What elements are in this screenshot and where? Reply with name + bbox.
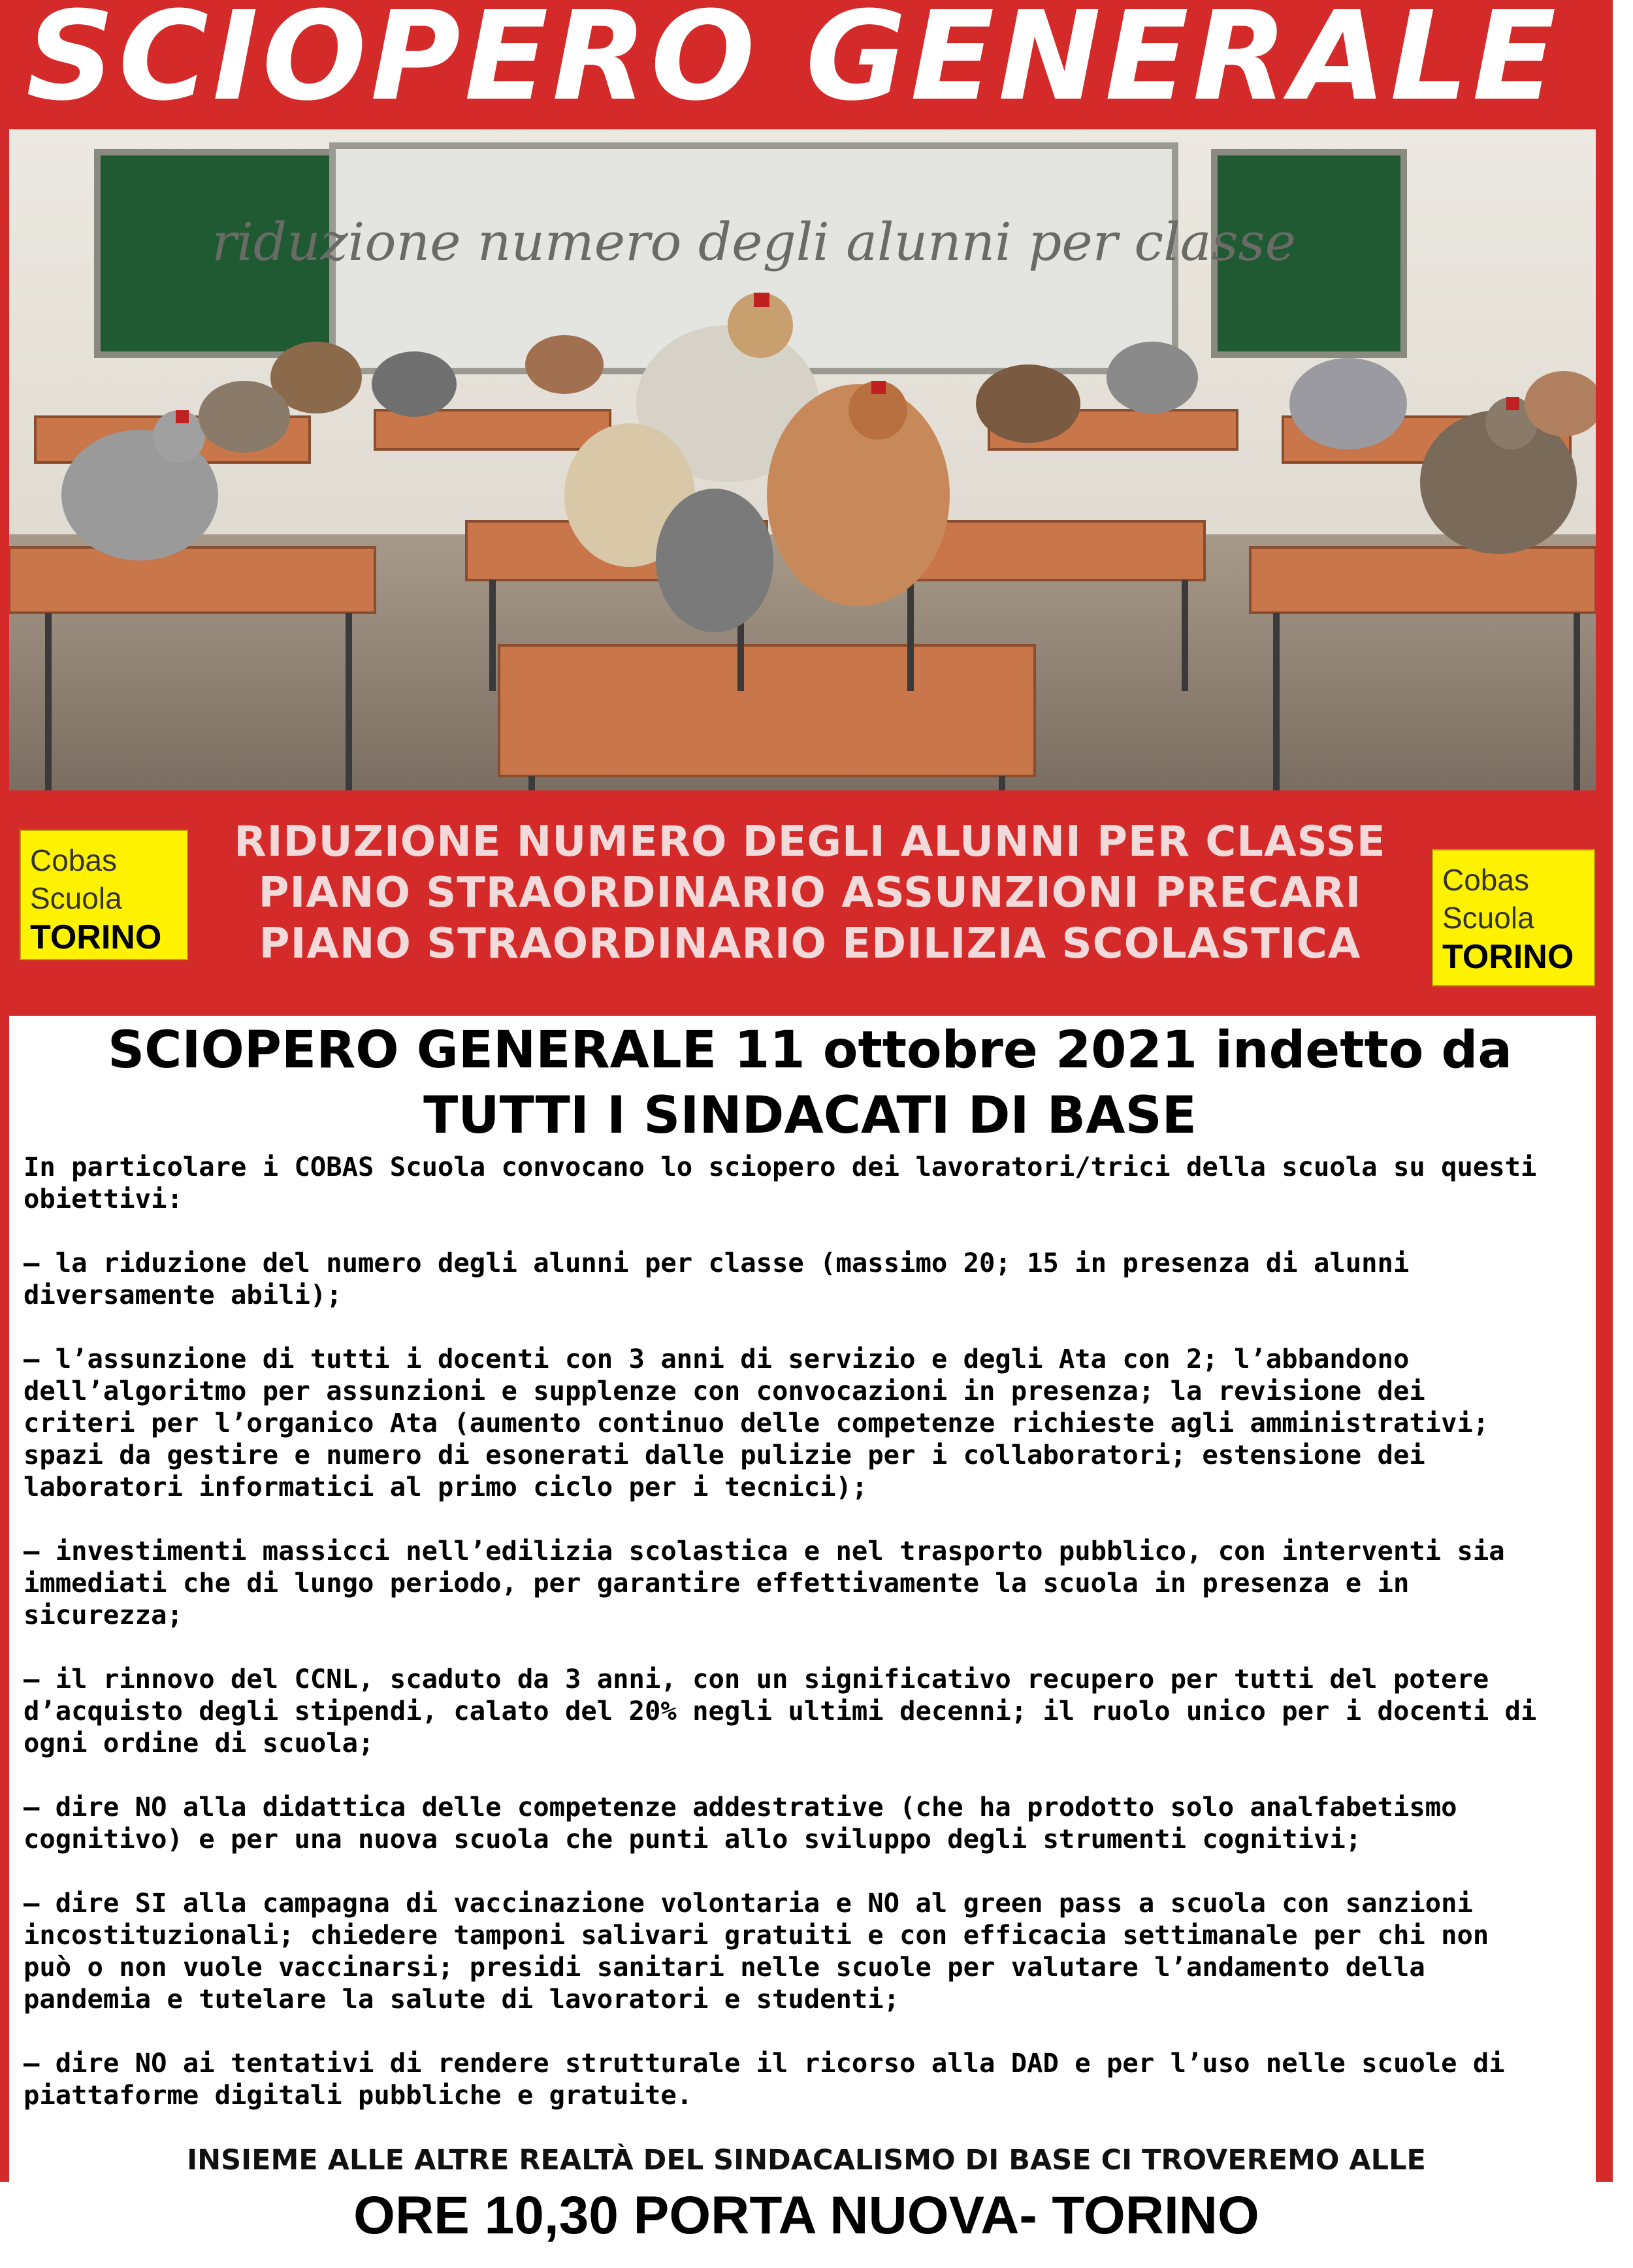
meeting-point: ORE 10,30 PORTA NUOVA- TORINO — [353, 2186, 1259, 2245]
red-frame-right — [1596, 0, 1613, 2182]
headline-line-2: TUTTI I SINDACATI DI BASE — [423, 1086, 1197, 1145]
red-frame-left — [0, 0, 9, 2182]
objectives-text — [24, 1151, 1591, 2143]
paragraph-objective: – la riduzione del numero degli alunni per classe (massimo 20; 15 in presenza di alunni diversamente abili); — [24, 1247, 1410, 1310]
demand-line-3: PIANO STRAORDINARIO EDILIZIA SCOLASTICA — [259, 920, 1361, 968]
main-title: SCIOPERO GENERALE — [26, 0, 1560, 128]
badge-right-line1: Cobas — [1442, 863, 1529, 897]
strike-headline — [26, 1018, 1594, 1148]
badge-right-line3: TORINO — [1442, 938, 1574, 976]
paragraph-objective: – dire SI alla campagna di vaccinazione volontaria e NO al green pass a scuola con sanzioni incostituzionali; chiedere tamponi salivari gratuiti e con efficacia settimanale per chi non può o non vuole vaccinarsi; presidi sanitari nelle scuole per valutare l’andamento della pandemia e tutelare la salute di lavoratori e studenti; — [24, 1887, 1489, 2015]
paragraph-objective: – dire NO ai tentativi di rendere strutturale il ricorso alla DAD e per l’uso nelle scuole di piattaforme digitali pubbliche e gratuite. — [24, 2047, 1505, 2111]
header-band — [0, 0, 1613, 129]
badge-right-line2: Scuola — [1442, 901, 1534, 935]
paragraph-objective: – dire NO alla didattica delle competenze addestrative (che ha prodotto solo analfabetismo cognitivo) e per una nuova scuola che punti allo sviluppo degli strumenti cognitivi; — [24, 1791, 1457, 1855]
cobas-badge-left — [20, 830, 188, 960]
badge-left-line2: Scuola — [30, 881, 122, 915]
closing-line: INSIEME ALLE ALTRE REALTÀ DEL SINDACALISMO DI BASE CI TROVEREMO ALLE — [187, 2144, 1426, 2177]
headline-line-1: SCIOPERO GENERALE 11 ottobre 2021 indetto da — [108, 1021, 1512, 1080]
cobas-badge-right — [1432, 849, 1595, 986]
classroom-photo — [9, 129, 1596, 790]
paragraph-objective: – l’assunzione di tutti i docenti con 3 anni di servizio e degli Ata con 2; l’abbandono dell’algoritmo per assunzioni e supplenze con convocazioni in presenza; la revisione dei criteri per l’organico Ata (aumento continuo delle competenze richieste agli amministrativi; spazi da gestire e numero di esonerati dalle pulizie per i collaboratori; estensione dei laboratori informatici al primo ciclo per i tecnici); — [24, 1343, 1489, 1502]
paragraph-objective: – investimenti massicci nell’edilizia scolastica e nel trasporto pubblico, con interventi sia immediati che di lungo periodo, per garantire effettivamente la scuola in presenza e in sicurezza; — [24, 1535, 1505, 1630]
badge-left-line1: Cobas — [30, 843, 117, 877]
demand-line-2: PIANO STRAORDINARIO ASSUNZIONI PRECARI — [258, 869, 1362, 917]
demand-line-1: RIDUZIONE NUMERO DEGLI ALUNNI PER CLASSE — [234, 818, 1386, 866]
paragraph-intro: In particolare i COBAS Scuola convocano lo sciopero dei lavoratori/trici della scuola su questi obiettivi: — [24, 1151, 1537, 1214]
badge-left-line3: TORINO — [30, 918, 162, 956]
paragraph-objective: – il rinnovo del CCNL, scaduto da 3 anni, con un significativo recupero per tutti del potere d’acquisto degli stipendi, calato del 20% negli ultimi decenni; il ruolo unico per i docenti di ogni ordine di scuola; — [24, 1663, 1537, 1758]
board-text: riduzione numero degli alunni per classe — [212, 212, 1296, 272]
